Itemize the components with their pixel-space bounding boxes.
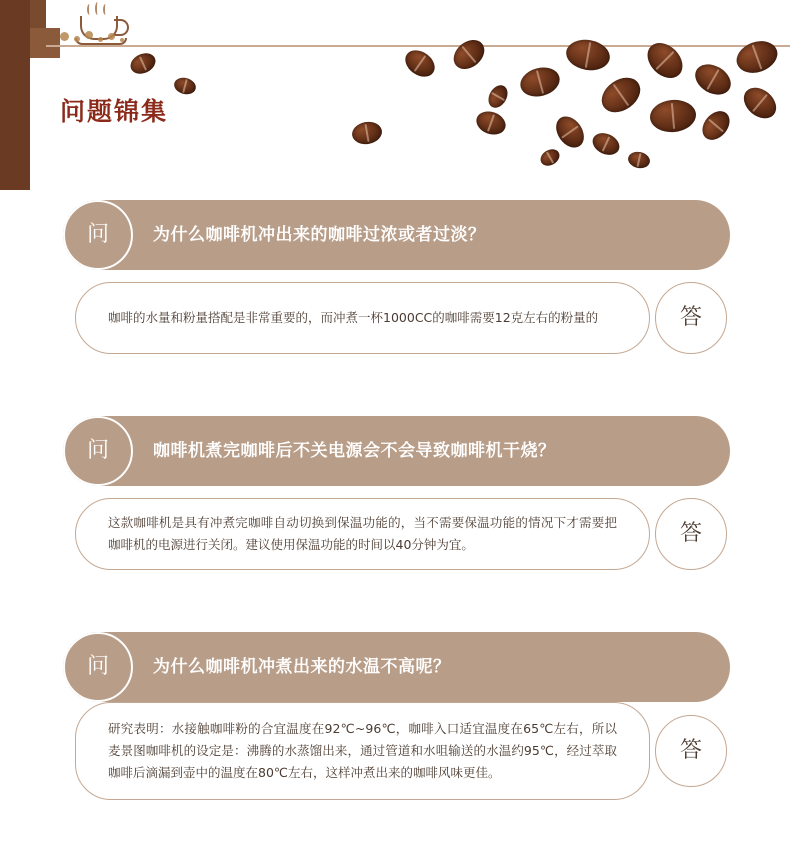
page-title: 问题锦集 xyxy=(60,97,169,126)
question-bar[interactable] xyxy=(63,200,730,270)
answer-text: 咖啡的水量和粉量搭配是非常重要的，而冲煮一杯1000CC的咖啡需要12克左右的粉量的 xyxy=(108,310,599,325)
question-badge: 问 xyxy=(63,632,133,702)
answer-box xyxy=(75,702,650,800)
page-banner xyxy=(0,0,790,190)
answer-text: 这款咖啡机是具有冲煮完咖啡自动切换到保温功能的，当不需要保温功能的情况下才需要把咖啡机的电源进行关闭。建议使用保温功能的时间以40分钟为宜。 xyxy=(108,515,617,552)
answer-badge: 答 xyxy=(655,498,727,570)
question-text: 咖啡机煮完咖啡后不关电源会不会导致咖啡机干烧？ xyxy=(153,441,556,461)
question-text: 为什么咖啡机冲出来的咖啡过浓或者过淡？ xyxy=(153,225,486,245)
answer-box xyxy=(75,498,650,570)
answer-box xyxy=(75,282,650,354)
qa-item xyxy=(0,200,790,378)
question-badge: 问 xyxy=(63,200,133,270)
answer-badge: 答 xyxy=(655,282,727,354)
answer-text: 研究表明：水接触咖啡粉的合宜温度在92℃~96℃，咖啡入口适宜温度在65℃左右，所以麦景图咖啡机的设定是：沸腾的水蒸馏出来，通过管道和水咀输送的水温约95℃，经过萃取咖啡后滴漏到壶中的温度在80℃左右，这样冲煮出来的咖啡风味更佳。 xyxy=(108,721,617,780)
question-badge: 问 xyxy=(63,416,133,486)
answer-badge: 答 xyxy=(655,715,727,787)
qa-list xyxy=(0,200,790,848)
qa-item xyxy=(0,632,790,810)
qa-item xyxy=(0,416,790,594)
question-bar[interactable] xyxy=(63,632,730,702)
question-bar[interactable] xyxy=(63,416,730,486)
question-text: 为什么咖啡机冲煮出来的水温不高呢？ xyxy=(153,657,451,677)
